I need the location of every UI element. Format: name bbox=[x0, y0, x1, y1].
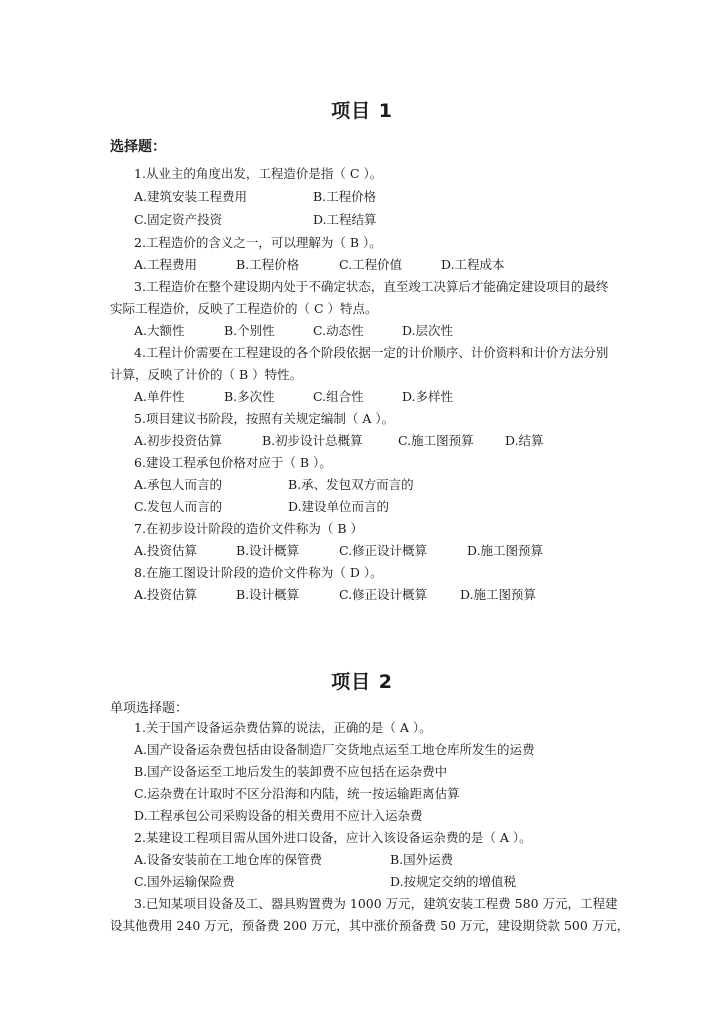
p1-q1-stem: 1.从业主的角度出发，工程造价是指（ C ）。 bbox=[134, 166, 383, 181]
project1-title: 项目 1 bbox=[331, 100, 393, 122]
p2-q2-option-a: A.设备安装前在工地仓库的保管费 bbox=[134, 852, 323, 867]
p1-q2-option-c: C.工程价值 bbox=[339, 257, 403, 272]
p1-q2-option-d: D.工程成本 bbox=[441, 257, 505, 272]
p1-q2-option-a: A.工程费用 bbox=[134, 257, 198, 272]
p1-q3-option-d: D.层次性 bbox=[402, 323, 454, 338]
p1-q1-option-c: C.固定资产投资 bbox=[134, 212, 223, 227]
p2-q1-option-d: D.工程承包公司采购设备的相关费用不应计入运杂费 bbox=[134, 808, 423, 823]
project2-section-label: 单项选择题： bbox=[110, 701, 189, 716]
p1-q5-option-d: D.结算 bbox=[505, 433, 544, 448]
p1-q7-option-b: B.设计概算 bbox=[236, 543, 300, 558]
p1-q2-option-b: B.工程价格 bbox=[236, 257, 300, 272]
p1-q4-option-d: D.多样性 bbox=[402, 389, 454, 404]
p1-q3-stem-line1: 3.工程造价在整个建设期内处于不确定状态，直至竣工决算后才能确定建设项目的最终 bbox=[134, 279, 609, 294]
p1-q3-stem-line2: 实际工程造价，反映了工程造价的（ C ）特点。 bbox=[110, 301, 378, 316]
p1-q7-option-c: C.修正设计概算 bbox=[339, 543, 428, 558]
p1-q7-option-d: D.施工图预算 bbox=[467, 543, 544, 558]
p1-q2-stem: 2.工程造价的含义之一，可以理解为（ B ）。 bbox=[134, 235, 382, 250]
p1-q4-stem-line1: 4.工程计价需要在工程建设的各个阶段依据一定的计价顺序、计价资料和计价方法分别 bbox=[134, 345, 609, 360]
p2-q3-stem-line2: 设其他费用 240 万元，预备费 200 万元，其中涨价预备费 50 万元，建设期贷款 500 万元， bbox=[110, 918, 630, 933]
p1-q3-option-a: A.大额性 bbox=[134, 323, 185, 338]
p1-q8-option-a: A.投资估算 bbox=[134, 587, 198, 602]
p1-q5-stem: 5.项目建议书阶段，按照有关规定编制（ A ）。 bbox=[134, 411, 395, 426]
p1-q1-option-a: A.建筑安装工程费用 bbox=[134, 189, 248, 204]
p1-q1-option-d: D.工程结算 bbox=[313, 212, 377, 227]
p1-q6-option-a: A.承包人而言的 bbox=[134, 477, 223, 492]
p2-q2-option-d: D.按规定交纳的增值税 bbox=[390, 874, 517, 889]
p2-q1-option-c: C.运杂费在计取时不区分沿海和内陆，统一按运输距离估算 bbox=[134, 786, 460, 801]
p2-q1-option-b: B.国产设备运至工地后发生的装卸费不应包括在运杂费中 bbox=[134, 764, 448, 779]
p1-q6-stem: 6.建设工程承包价格对应于（ B ）。 bbox=[134, 455, 332, 470]
p2-q3-stem-line1: 3.已知某项目设备及工、器具购置费为 1000 万元，建筑安装工程费 580 万元，工程建 bbox=[134, 896, 618, 911]
p1-q6-option-d: D.建设单位而言的 bbox=[288, 499, 390, 514]
p1-q8-stem: 8.在施工图设计阶段的造价文件称为（ D ）。 bbox=[134, 565, 383, 580]
p1-q3-option-b: B.个别性 bbox=[224, 323, 275, 338]
p1-q3-option-c: C.动态性 bbox=[313, 323, 364, 338]
p2-q2-option-c: C.国外运输保险费 bbox=[134, 874, 235, 889]
p1-q5-option-b: B.初步设计总概算 bbox=[262, 433, 363, 448]
p1-q6-option-b: B.承、发包双方而言的 bbox=[288, 477, 414, 492]
p2-q2-stem: 2.某建设工程项目需从国外进口设备，应计入该设备运杂费的是（ A ）。 bbox=[134, 830, 532, 845]
p1-q7-stem: 7.在初步设计阶段的造价文件称为（ B ） bbox=[134, 521, 364, 536]
p1-q8-option-c: C.修正设计概算 bbox=[339, 587, 428, 602]
p1-q8-option-d: D.施工图预算 bbox=[460, 587, 537, 602]
p1-q4-option-a: A.单件性 bbox=[134, 389, 185, 404]
p2-q1-stem: 1.关于国产设备运杂费估算的说法，正确的是（ A ）。 bbox=[134, 720, 432, 735]
p1-q1-option-b: B.工程价格 bbox=[313, 189, 377, 204]
p2-q2-option-b: B.国外运费 bbox=[390, 852, 454, 867]
p2-q1-option-a: A.国产设备运杂费包括由设备制造厂交货地点运至工地仓库所发生的运费 bbox=[134, 742, 535, 757]
p1-q5-option-a: A.初步投资估算 bbox=[134, 433, 223, 448]
project1-section-label: 选择题： bbox=[110, 139, 166, 155]
p1-q6-option-c: C.发包人而言的 bbox=[134, 499, 223, 514]
p1-q5-option-c: C.施工图预算 bbox=[398, 433, 474, 448]
project2-title: 项目 2 bbox=[331, 671, 393, 693]
p1-q8-option-b: B.设计概算 bbox=[236, 587, 300, 602]
p1-q4-option-b: B.多次性 bbox=[224, 389, 275, 404]
p1-q7-option-a: A.投资估算 bbox=[134, 543, 198, 558]
p1-q4-stem-line2: 计算，反映了计价的（ B ）特性。 bbox=[110, 367, 303, 382]
p1-q4-option-c: C.组合性 bbox=[313, 389, 364, 404]
